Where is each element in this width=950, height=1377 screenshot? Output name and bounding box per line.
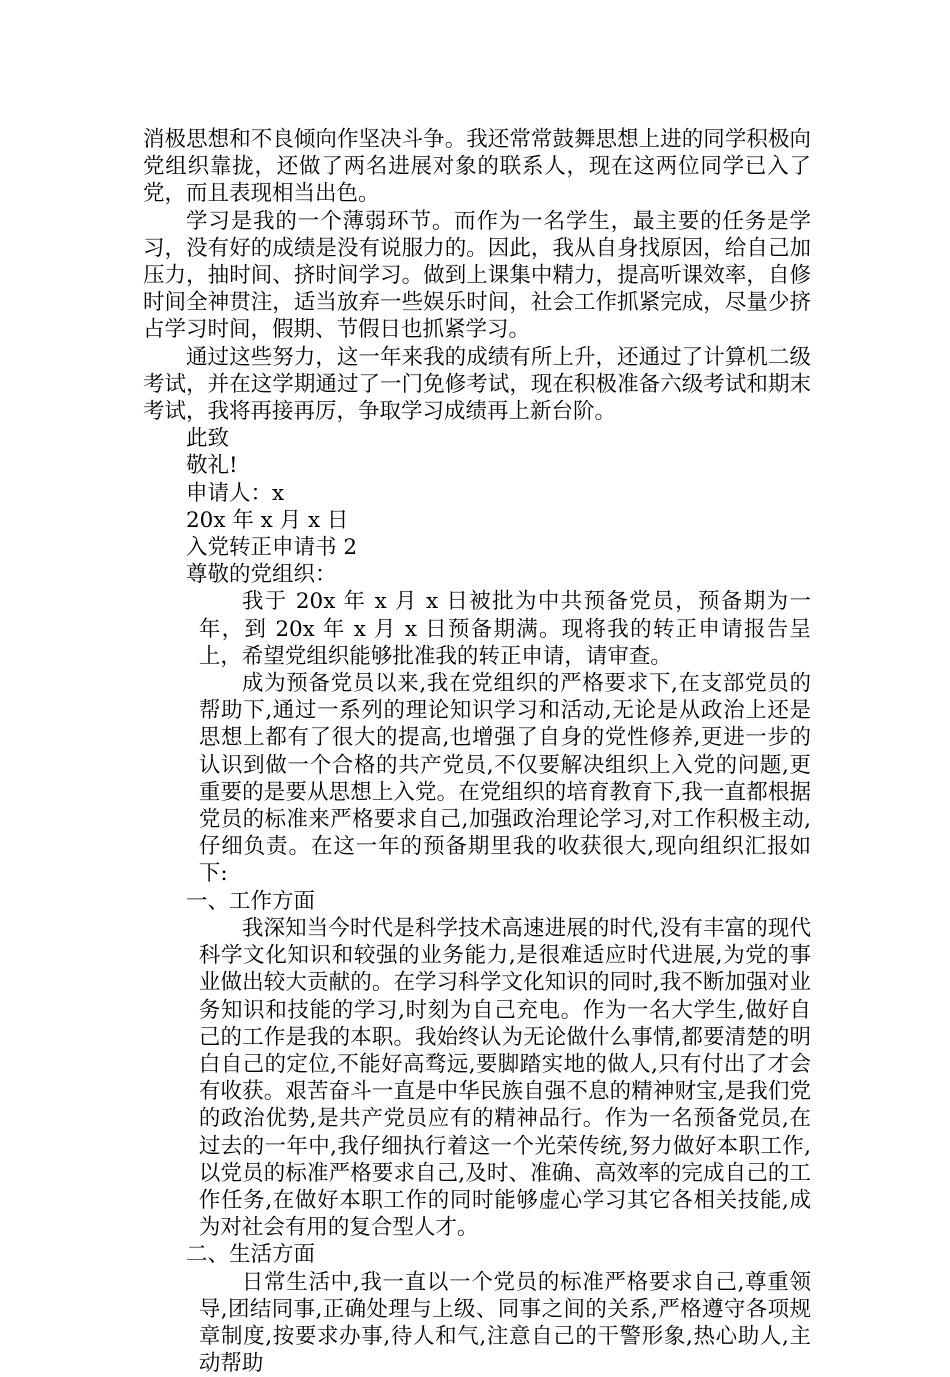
document-body [143, 126, 811, 1377]
paragraph-study-weakness: 学习是我的一个薄弱环节。而作为一名学生，最主要的任务是学习，没有好的成绩是没有说服力的。因此，我从自身找原因，给自己加压力，抽时间、挤时间学习。做到上课集中精力，提高听课效率，自修时间全神贯注，适当放弃一些娱乐时间，社会工作抓紧完成，尽量少挤占学习时间，假期、节假日也抓紧学习。 [143, 208, 811, 343]
paragraph-life: 日常生活中,我一直以一个党员的标准严格要求自己,尊重领导,团结同事,正确处理与上级、同事之间的关系,严格遵守各项规章制度,按要求办事,待人和气,注意自己的干警形象,热心助人,主动帮助 [198, 1269, 811, 1377]
document-title-2: 入党转正申请书 2 [186, 535, 358, 561]
closing-salutation: 此致 [186, 426, 230, 452]
paragraph-study-results: 通过这些努力，这一年来我的成绩有所上升，还通过了计算机二级考试，并在这学期通过了一门免修考试，现在积极准备六级考试和期末考试，我将再接再厉，争取学习成绩再上新台阶。 [143, 344, 811, 425]
application-date: 20x 年 x 月 x 日 [186, 507, 349, 533]
greeting: 尊敬的党组织： [186, 562, 337, 588]
section-heading-work: 一、工作方面 [186, 888, 316, 914]
paragraph-work: 我深知当今时代是科学技术高速进展的时代,没有丰富的现代科学文化知识和较强的业务能力,是很难适应时代进展,为党的事业做出较大贡献的。在学习科学文化知识的同时,我不断加强对业务知识和技能的学习,时刻为自己充电。作为一名大学生,做好自己的工作是我的本职。我始终认为无论做什么事情,都要清楚的明白自己的定位,不能好高骛远,要脚踏实地的做人,只有付出了才会有收获。艰苦奋斗一直是中华民族自强不息的精神财宝,是我们党的政治优势,是共产党员应有的精神品行。作为一名预备党员,在过去的一年中,我仔细执行着这一个光荣传统,努力做好本职工作,以党员的标准严格要求自己,及时、准确、高效率的完成自己的工作任务,在做好本职工作的同时能够虚心学习其它各相关技能,成为对社会有用的复合型人才。 [198, 915, 811, 1241]
applicant-signature: 申请人：x [186, 480, 285, 506]
paragraph-since-probation: 成为预备党员以来,我在党组织的严格要求下,在支部党员的帮助下,通过一系列的理论知识学习和活动,无论是从政治上还是思想上都有了很大的提高,也增强了自身的党性修养,更进一步的认识到做一个合格的共产党员,不仅要解决组织上入党的问题,更重要的是要从思想上入党。在党组织的培育教育下,我一直都根据党员的标准来严格要求自己,加强政治理论学习,对工作积极主动,仔细负责。在这一年的预备期里我的收获很大,现向组织汇报如下: [198, 671, 811, 887]
paragraph-probation-intro: 我于 20x 年 x 月 x 日被批为中共预备党员，预备期为一年，到 20x 年 x 月 x 日预备期满。现将我的转正申请报告呈上，希望党组织能够批准我的转正申请，请审查。 [198, 589, 811, 669]
section-heading-life: 二、生活方面 [186, 1242, 316, 1268]
closing-regards: 敬礼! [186, 453, 238, 479]
paragraph-struggle-continuation: 消极思想和不良倾向作坚决斗争。我还常常鼓舞思想上进的同学积极向党组织靠拢，还做了两名进展对象的联系人，现在这两位同学已入了党，而且表现相当出色。 [143, 127, 811, 207]
